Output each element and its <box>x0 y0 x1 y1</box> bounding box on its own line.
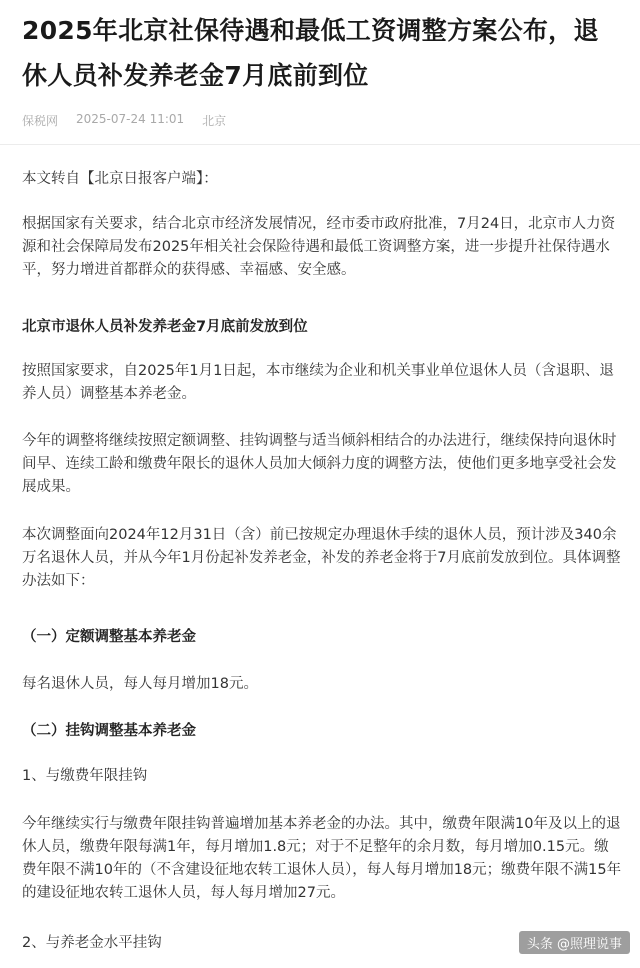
item-1-heading: 1、与缴费年限挂钩 <box>22 768 148 784</box>
subheading-1: （一）定额调整基本养老金 <box>22 629 196 645</box>
section-heading: 北京市退休人员补发养老金7月底前发放到位 <box>22 319 308 335</box>
subheading-2: （二）挂钩调整基本养老金 <box>22 723 196 739</box>
paragraph-intro: 本文转自【北京日报客户端】： <box>22 171 218 187</box>
paragraph-6: 今年继续实行与缴费年限挂钩普遍增加基本养老金的办法。其中，缴费年限满10年及以上的退休人员，缴费年限每满1年，每月增加1.8元；对于不足整年的余月数，每月增加0.15元。缴费年限不满10年的（不含建设征地农转工退休人员），每人每月增加18元；缴费年限不满15年的建设征地农转工退休人员，每人每月增加27元。 <box>22 816 622 901</box>
paragraph-4: 本次调整面向2024年12月31日（含）前已按规定办理退休手续的退休人员，预计涉及340余万名退休人员，并从今年1月份起补发养老金，补发的养老金将于7月底前发放到位。具体调整办法如下： <box>22 527 621 589</box>
watermark: 头条 @照理说事 <box>519 931 630 954</box>
meta-datetime: 2025-07-24 11:01 <box>76 112 185 126</box>
item-2-heading: 2、与养老金水平挂钩 <box>22 935 162 951</box>
paragraph-1: 根据国家有关要求，结合北京市经济发展情况，经市委市政府批准，7月24日，北京市人力资源和社会保障局发布2025年相关社会保险待遇和最低工资调整方案，进一步提升社保待遇水平，努力增进首都群众的获得感、幸福感、安全感。 <box>22 216 616 278</box>
paragraph-2: 按照国家要求，自2025年1月1日起，本市继续为企业和机关事业单位退休人员（含退职、退养人员）调整基本养老金。 <box>22 363 614 402</box>
divider <box>0 144 640 145</box>
article-meta <box>22 112 226 129</box>
article-title: 2025年北京社保待遇和最低工资调整方案公布，退休人员补发养老金7月底前到位 <box>22 16 599 90</box>
meta-location: 北京 <box>202 114 227 128</box>
paragraph-5: 每名退休人员，每人每月增加18元。 <box>22 676 258 692</box>
meta-source[interactable]: 保税网 <box>22 114 59 128</box>
paragraph-3: 今年的调整将继续按照定额调整、挂钩调整与适当倾斜相结合的办法进行，继续保持向退休时间早、连续工龄和缴费年限长的退休人员加大倾斜力度的调整方法，使他们更多地享受社会发展成果。 <box>22 433 617 495</box>
